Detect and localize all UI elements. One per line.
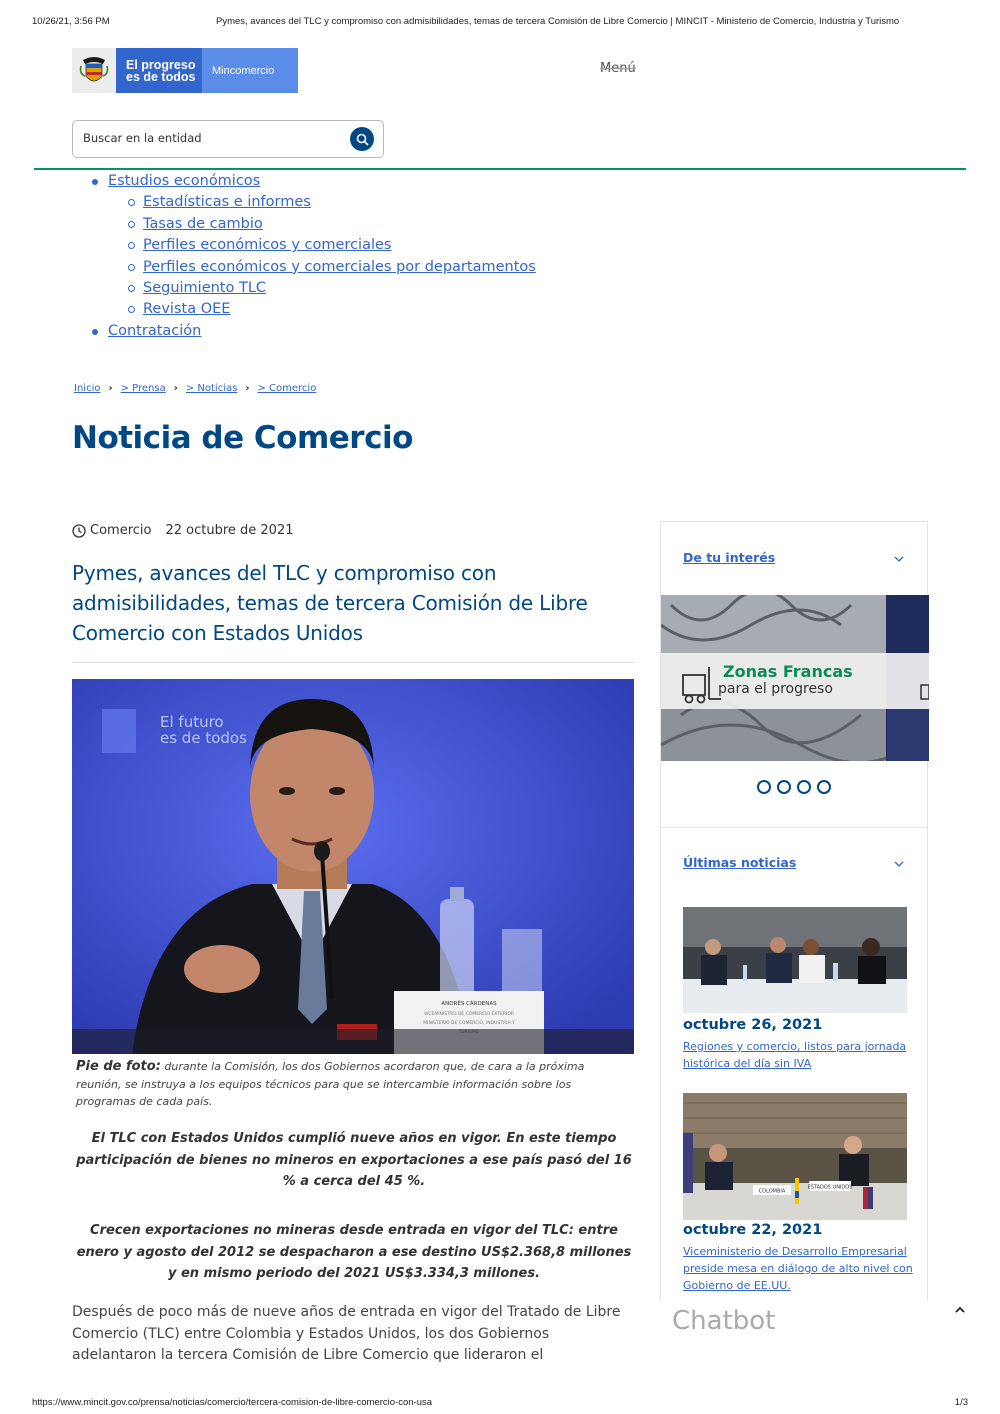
carousel-dot[interactable]	[777, 780, 791, 794]
breadcrumb-separator: ›	[245, 383, 250, 394]
nav-item-perfiles-departamentos	[92, 257, 536, 278]
banner-subtitle: para el progreso	[718, 681, 833, 697]
photo-backdrop-text-2: es de todos	[160, 729, 247, 747]
nav-item-perfiles	[92, 235, 536, 256]
headline-divider	[72, 662, 634, 663]
clock-icon	[72, 524, 86, 538]
caption-label: Pie de foto:	[76, 1059, 161, 1074]
nav-link[interactable]: Revista OEE	[143, 301, 231, 318]
chevron-down-icon[interactable]	[893, 858, 905, 870]
article-lead-1: El TLC con Estados Unidos cumplió nueve años en vigor. En este tiempo participación de bienes no mineros en exportaciones a ese país pasó del 16 % a cerca del 45 %.	[76, 1131, 632, 1189]
nav-link[interactable]: Contratación	[108, 322, 202, 339]
photo-backdrop-text-1: El futuro	[160, 713, 224, 731]
news-image-2[interactable]	[683, 1093, 907, 1220]
photo-nameplate-line-2: VICEMINISTRO DE COMERCIO EXTERIOR	[423, 1012, 515, 1017]
nav-item-contratacion	[92, 321, 536, 342]
print-timestamp: 10/26/21, 3:56 PM	[32, 16, 110, 27]
slogan-line-2: es de todos	[126, 70, 196, 84]
banner-title: Zonas Francas	[723, 662, 853, 681]
news-link-1[interactable]: Regiones y comercio, listos para jornada histórica del día sin IVA	[683, 1040, 907, 1070]
breadcrumb-separator: ›	[108, 383, 113, 394]
chevron-up-icon	[955, 1306, 965, 1314]
nav-link[interactable]: Perfiles económicos y comerciales	[143, 237, 392, 254]
news-link-2[interactable]: Viceministerio de Desarrollo Empresarial preside mesa en diálogo de alto nivel con Gobierno de EE.UU.	[683, 1245, 913, 1292]
breadcrumb-inicio[interactable]: Inicio	[74, 383, 101, 394]
news-date-1: octubre 26, 2021	[683, 1017, 823, 1033]
nav-item-seguimiento-tlc	[92, 278, 536, 299]
logo-slogan	[116, 48, 202, 93]
nav-item-estadisticas	[92, 192, 536, 213]
nav-item-estudios-economicos	[92, 171, 536, 192]
menu-link[interactable]: Menú	[600, 61, 636, 76]
article-category: Comercio	[90, 523, 152, 538]
coat-of-arms-icon	[72, 48, 116, 93]
zonas-francas-banner[interactable]	[661, 595, 929, 761]
photo-nameplate-line-3: MINISTERIO DE COMERCIO, INDUSTRIA Y	[423, 1021, 515, 1026]
search-box	[72, 120, 384, 158]
article-lead-2: Crecen exportaciones no mineras desde entrada en vigor del TLC: entre enero y agosto del 2012 se despacharon a ese destino US$2.368,8 millones y en mismo periodo del 2021 US$3.334,3 millones.	[76, 1223, 632, 1281]
nav-link[interactable]: Estudios económicos	[108, 173, 261, 189]
news-image-1[interactable]	[683, 907, 907, 1013]
breadcrumb-noticias[interactable]: > Noticias	[185, 383, 238, 394]
site-logo[interactable]	[72, 48, 298, 93]
article-body: Después de poco más de nueve años de entrada en vigor del Tratado de Libre Comercio (TLC) entre Colombia y Estados Unidos, los dos Gobiernos adelantaron la tercera Comisión de Libre Comercio que lideraron el	[72, 1304, 621, 1363]
breadcrumb-prensa[interactable]: > Prensa	[120, 383, 166, 394]
sidebar	[660, 521, 928, 1301]
nav-item-tasas-de-cambio	[92, 214, 536, 235]
header-divider	[34, 168, 966, 170]
breadcrumb-separator: ›	[173, 383, 178, 394]
slogan-line-1: El progreso	[126, 58, 196, 72]
photo-nameplate-line-1: ANDRÉS CÁRDENAS	[441, 1001, 497, 1007]
article-headline: Pymes, avances del TLC y compromiso con admisibilidades, temas de tercera Comisión de Libre Comercio con Estados Unidos	[72, 561, 588, 645]
sidebar-de-tu-interes[interactable]: De tu interés	[683, 550, 776, 565]
scroll-top-button[interactable]	[950, 1300, 970, 1320]
chatbot-button[interactable]: Chatbot	[672, 1306, 776, 1336]
sidebar-ultimas-noticias[interactable]: Últimas noticias	[683, 855, 797, 870]
news-placard-right: ESTADOS UNIDOS	[807, 1184, 853, 1191]
photo-caption	[76, 1058, 616, 1111]
carousel-dot[interactable]	[817, 780, 831, 794]
carousel-dots	[757, 780, 831, 794]
sidebar-divider	[661, 827, 927, 828]
search-button[interactable]	[350, 127, 374, 151]
print-page-number: 1/3	[954, 1397, 968, 1408]
logo-ministry: Mincomercio	[202, 48, 298, 93]
nav-link[interactable]: Perfiles económicos y comerciales por departamentos	[143, 258, 536, 275]
search-input[interactable]	[83, 131, 343, 145]
news-date-2: octubre 22, 2021	[683, 1222, 823, 1238]
nav-link[interactable]: Tasas de cambio	[143, 215, 263, 232]
nav-list	[92, 171, 536, 342]
page-title: Noticia de Comercio	[72, 420, 413, 456]
nav-link[interactable]: Seguimiento TLC	[143, 280, 267, 297]
print-page-title: Pymes, avances del TLC y compromiso con admisibilidades, temas de tercera Comisión de Libre Comercio | MINCIT - Ministerio de Comercio, Industria y Turismo	[216, 16, 900, 27]
carousel-dot[interactable]	[797, 780, 811, 794]
article-date: 22 octubre de 2021	[165, 523, 294, 538]
news-placard-left: COLOMBIA	[758, 1188, 786, 1195]
article-photo	[72, 679, 634, 1054]
caption-text: durante la Comisión, los dos Gobiernos acordaron que, de cara a la próxima reunión, se instruya a los equipos técnicos para que se intercambie información sobre los programas de cada país.	[76, 1060, 585, 1108]
nav-link[interactable]: Estadísticas e informes	[143, 194, 311, 211]
print-url: https://www.mincit.gov.co/prensa/noticias/comercio/tercera-comision-de-libre-comercio-con-usa	[32, 1397, 433, 1408]
article-meta	[72, 523, 294, 538]
nav-item-revista-oee	[92, 299, 536, 320]
breadcrumb	[74, 383, 316, 394]
search-icon	[356, 133, 369, 146]
carousel-dot[interactable]	[757, 780, 771, 794]
breadcrumb-comercio[interactable]: > Comercio	[257, 383, 317, 394]
chevron-down-icon[interactable]	[893, 553, 905, 565]
